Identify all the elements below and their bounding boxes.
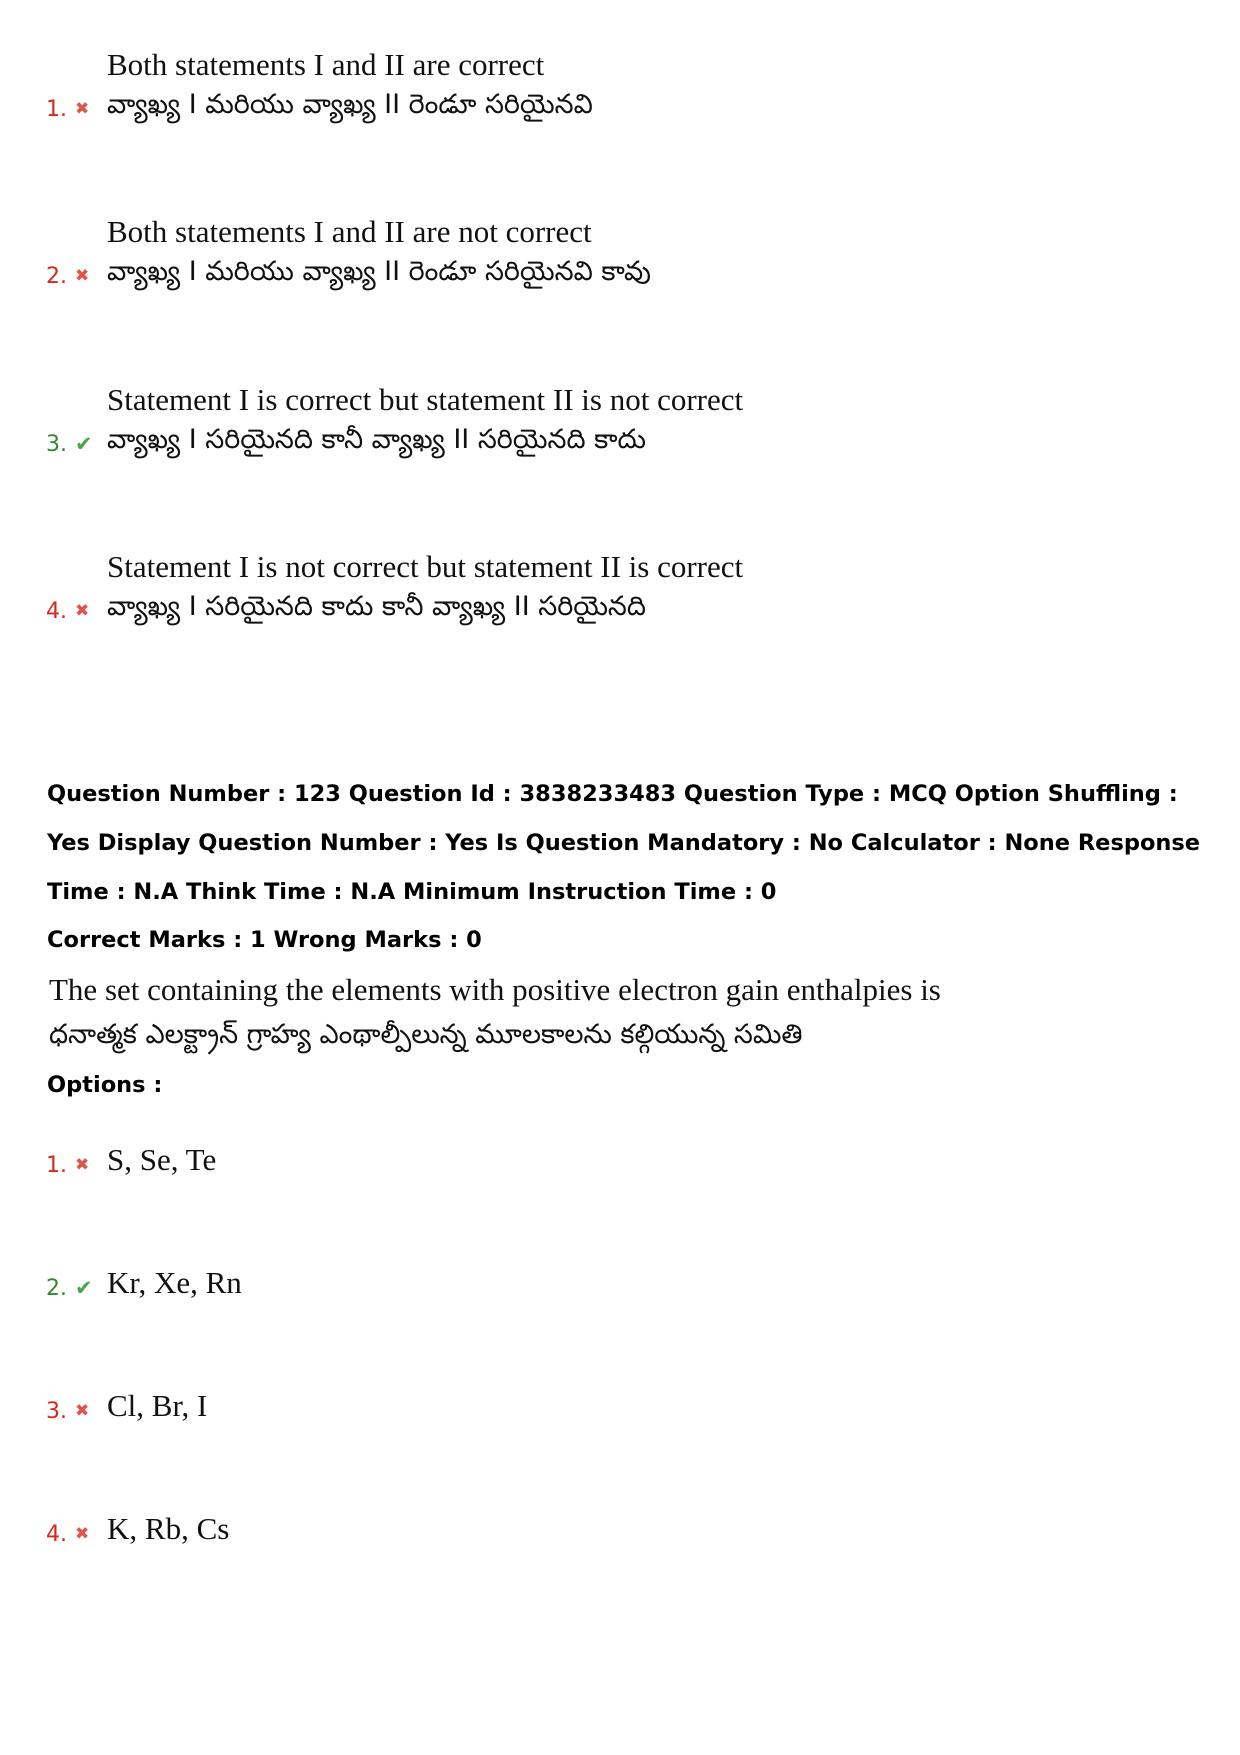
option-number: 1.: [46, 1152, 67, 1178]
question-metadata: Question Number : 123 Question Id : 3838233483 Question Type : MCQ Option Shuffling : Yes Display Question Number : Yes Is Question Mandatory : No Calculator : None Response Time : N.A Think Time : N.A Minimum Instruction Time : 0: [47, 781, 1201, 905]
option-number: 3.: [46, 431, 67, 457]
question-text-en: The set containing the elements with positive electron gain enthalpies is: [49, 972, 941, 1007]
marks-info: Correct Marks : 1 Wrong Marks : 0: [47, 927, 482, 953]
option-text-te: వ్యాఖ్య I మరియు వ్యాఖ్య II రెండూ సరియైనవి: [107, 89, 593, 120]
option-text-en: Statement I is not correct but statement II is correct: [107, 549, 744, 584]
question-text-te: ధనాత్మక ఎలక్ట్రాన్ గ్రాహ్య ఎంథాల్పీలున్న మూలకాలను కల్గియున్న సమితి: [49, 1019, 803, 1050]
cross-icon: ✖: [75, 98, 90, 119]
option-number: 4.: [46, 1521, 67, 1547]
option-number: 3.: [46, 1398, 67, 1424]
check-icon: ✔: [75, 431, 93, 456]
cross-icon: ✖: [75, 1523, 90, 1544]
option-text: Kr, Xe, Rn: [107, 1265, 242, 1300]
option-text-en: Statement I is correct but statement II is not correct: [107, 382, 744, 417]
option-text-en: Both statements I and II are not correct: [107, 214, 592, 249]
options-label: Options :: [47, 1072, 163, 1098]
cross-icon: ✖: [75, 265, 90, 286]
option-text-en: Both statements I and II are correct: [107, 47, 545, 82]
option-text-te: వ్యాఖ్య I సరియైనది కానీ వ్యాఖ్య II సరియైనది కాదు: [107, 424, 646, 455]
option-text: K, Rb, Cs: [107, 1511, 230, 1546]
option-number: 2.: [46, 263, 67, 289]
option-text-te: వ్యాఖ్య I మరియు వ్యాఖ్య II రెండూ సరియైనవి కావు: [107, 256, 651, 287]
option-text: S, Se, Te: [107, 1142, 217, 1177]
option-number: 4.: [46, 598, 67, 624]
option-text-te: వ్యాఖ్య I సరియైనది కాదు కానీ వ్యాఖ్య II సరియైనది: [107, 591, 646, 622]
option-number: 1.: [46, 96, 67, 122]
check-icon: ✔: [75, 1275, 93, 1300]
cross-icon: ✖: [75, 1400, 90, 1421]
cross-icon: ✖: [75, 600, 90, 621]
cross-icon: ✖: [75, 1154, 90, 1175]
option-number: 2.: [46, 1275, 67, 1301]
option-text: Cl, Br, I: [107, 1388, 208, 1423]
